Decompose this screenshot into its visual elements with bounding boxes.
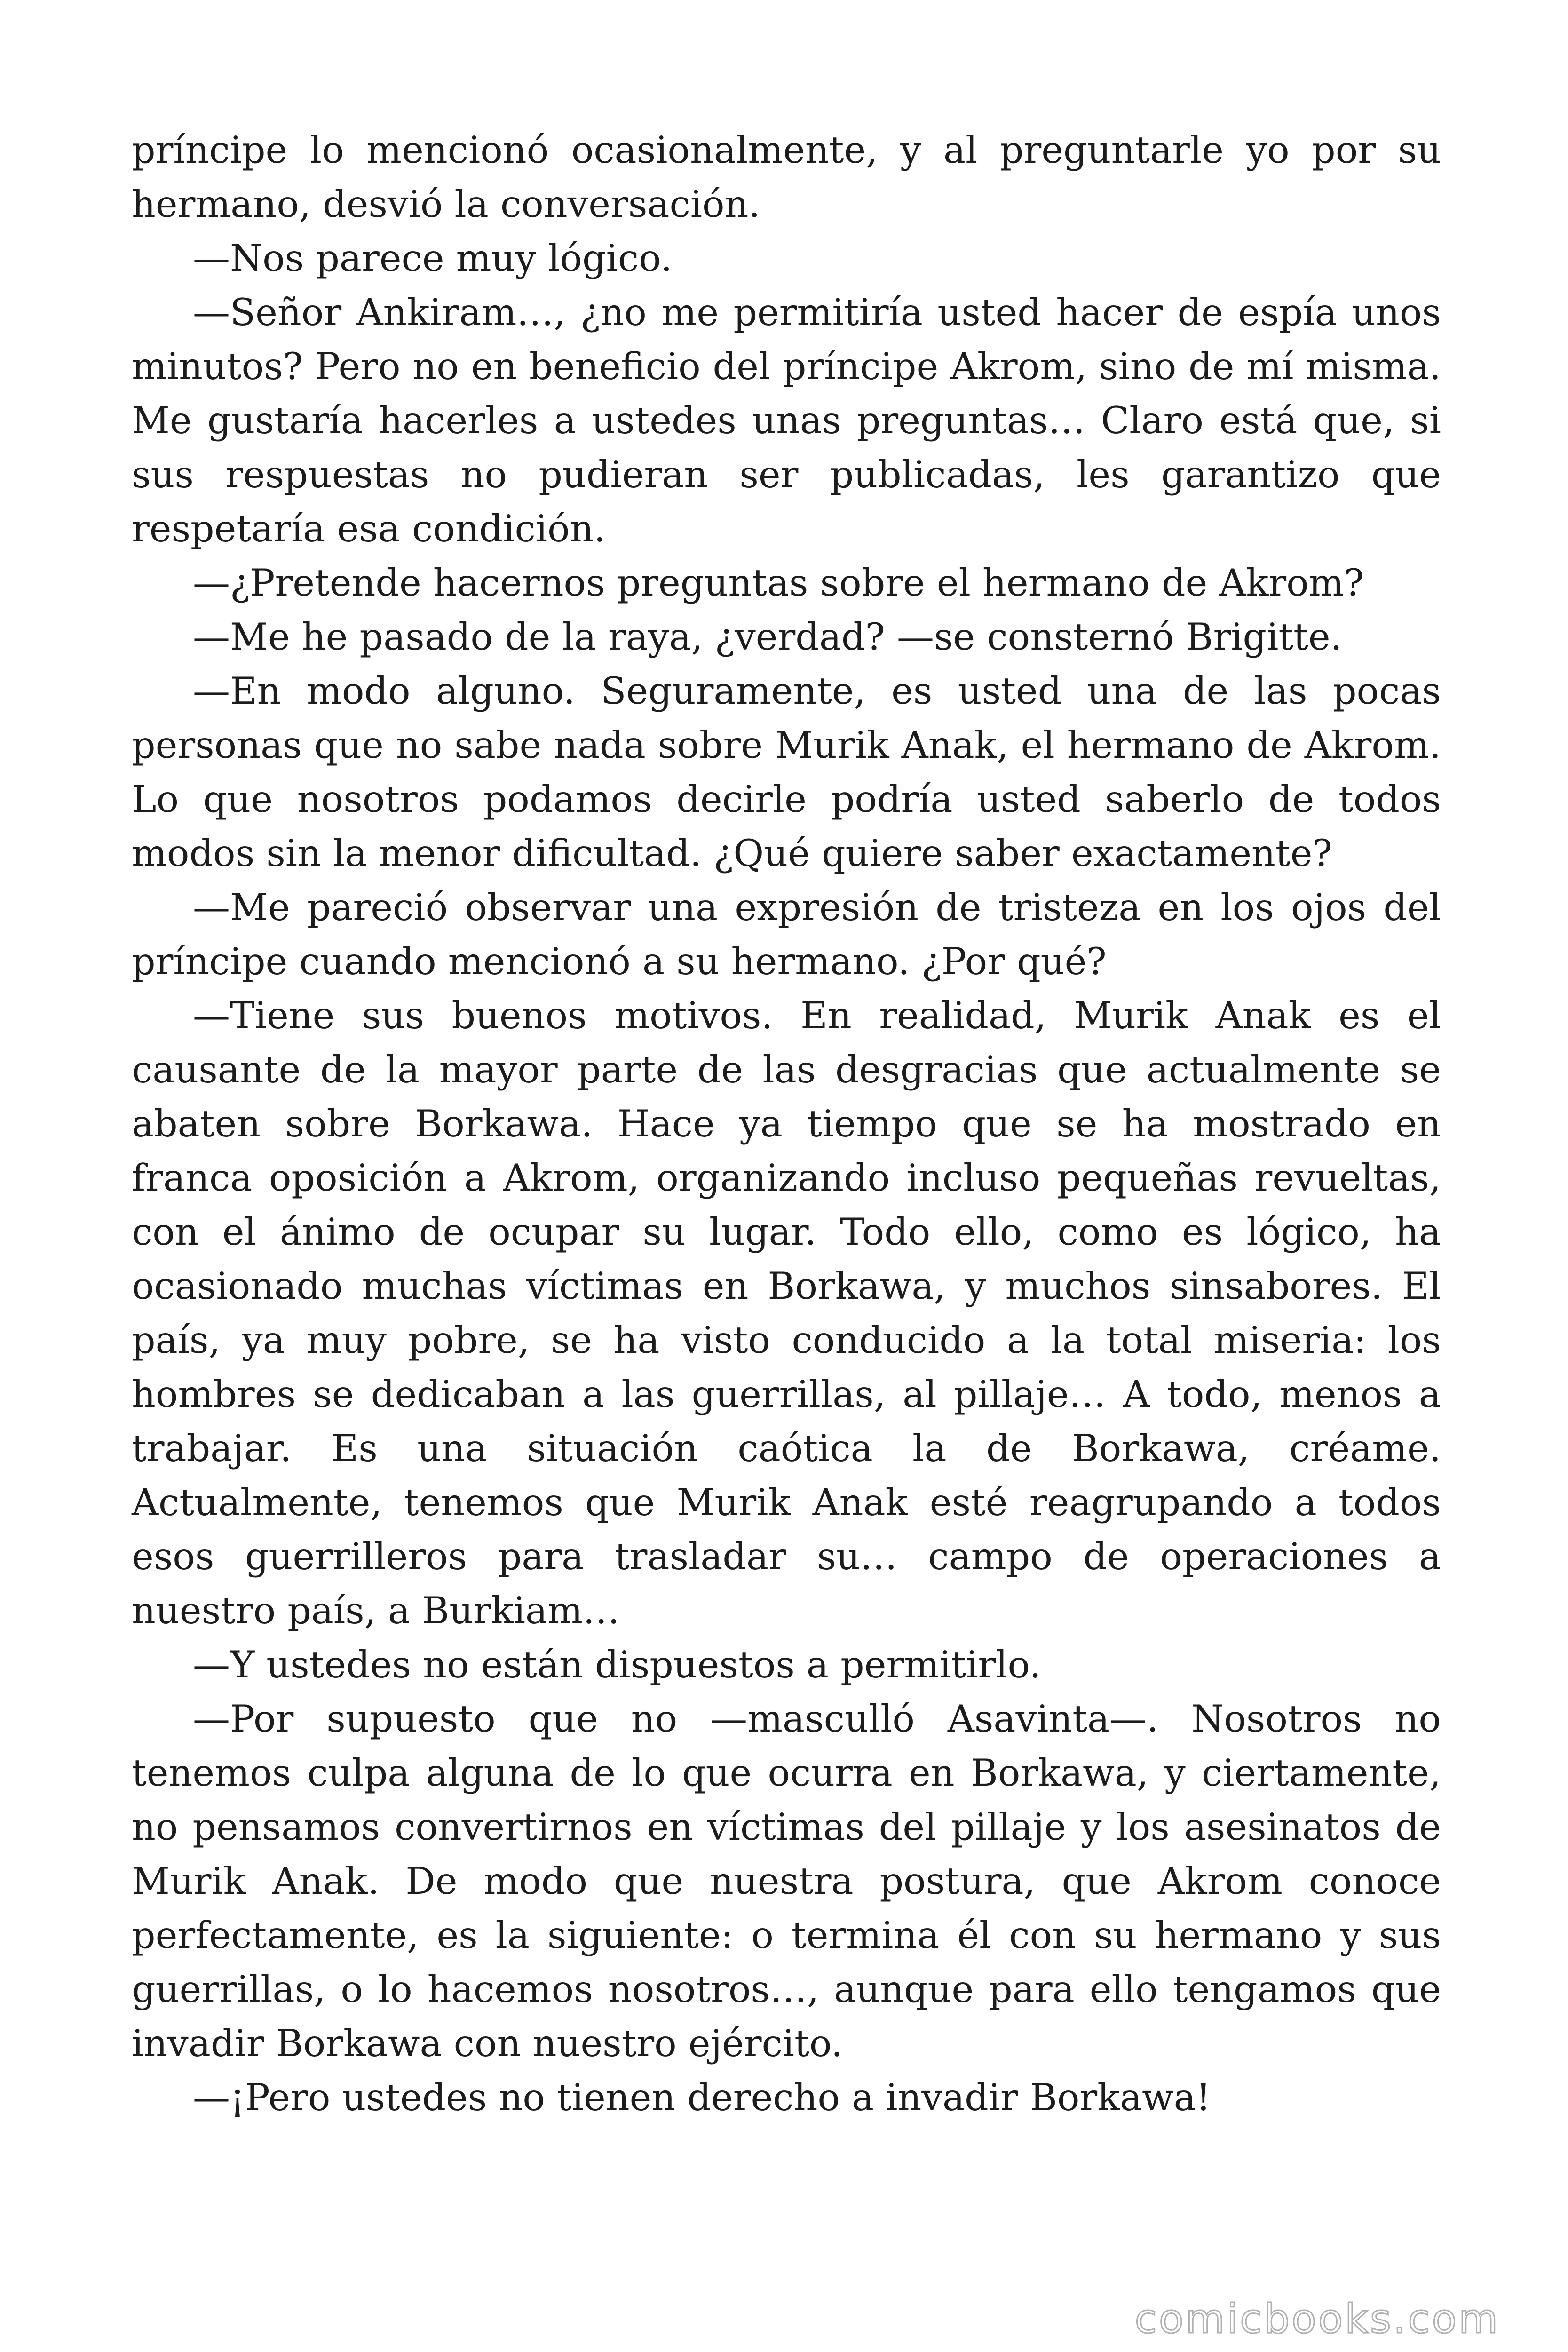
paragraph-10: —Por supuesto que no —masculló Asavinta—. Nosotros no tenemos culpa alguna de lo que ocurra en Borkawa, y ciertamente, no pensamos convertirnos en víctimas del pillaje y los asesinatos de Murik Anak. De modo que nuestra postura, que Akrom conoce perfectamente, es la siguiente: o termina él con su hermano y sus guerrillas, o lo hacemos nosotros…, aunque para ello tengamos que invadir Borkawa con nuestro ejército. (132, 1697, 1441, 2065)
paragraph-2: —Nos parece muy lógico. (193, 237, 673, 280)
paragraph-9: —Y ustedes no están dispuestos a permitirlo. (193, 1643, 1041, 1686)
paragraph-7: —Me pareció observar una expresión de tristeza en los ojos del príncipe cuando mencionó a su hermano. ¿Por qué? (132, 886, 1441, 983)
paragraph-6: —En modo alguno. Seguramente, es usted una de las pocas personas que no sabe nada sobre Murik Anak, el hermano de Akrom. Lo que nosotros podamos decirle podría usted saberlo de todos modos sin la menor dificultad. ¿Qué quiere saber exactamente? (132, 669, 1441, 875)
book-page (132, 0, 1441, 2352)
paragraph-1: príncipe lo mencionó ocasionalmente, y al preguntarle yo por su hermano, desvió la conversación. (132, 128, 1441, 226)
paragraph-5: —Me he pasado de la raya, ¿verdad? —se consternó Brigitte. (193, 615, 1342, 659)
watermark-logo: comicbooks.com (1134, 2296, 1500, 2343)
paragraph-3: —Señor Ankiram…, ¿no me permitiría usted hacer de espía unos minutos? Pero no en beneficio del príncipe Akrom, sino de mí misma. Me gustaría hacerles a ustedes unas preguntas… Claro está que, si sus respuestas no pudieran ser publicadas, les garantizo que respetaría esa condición. (132, 291, 1441, 550)
paragraph-11: —¡Pero ustedes no tienen derecho a invadir Borkawa! (193, 2076, 1211, 2119)
paragraph-8: —Tiene sus buenos motivos. En realidad, Murik Anak es el causante de la mayor parte de las desgracias que actualmente se abaten sobre Borkawa. Hace ya tiempo que se ha mostrado en franca oposición a Akrom, organizando incluso pequeñas revueltas, con el ánimo de ocupar su lugar. Todo ello, como es lógico, ha ocasionado muchas víctimas en Borkawa, y muchos sinsabores. El país, ya muy pobre, se ha visto conducido a la total miseria: los hombres se dedicaban a las guerrillas, al pillaje… A todo, menos a trabajar. Es una situación caótica la de Borkawa, créame. Actualmente, tenemos que Murik Anak esté reagrupando a todos esos guerrilleros para trasladar su… campo de operaciones a nuestro país, a Burkiam… (132, 994, 1441, 1632)
paragraph-4: —¿Pretende hacernos preguntas sobre el hermano de Akrom? (193, 561, 1364, 604)
